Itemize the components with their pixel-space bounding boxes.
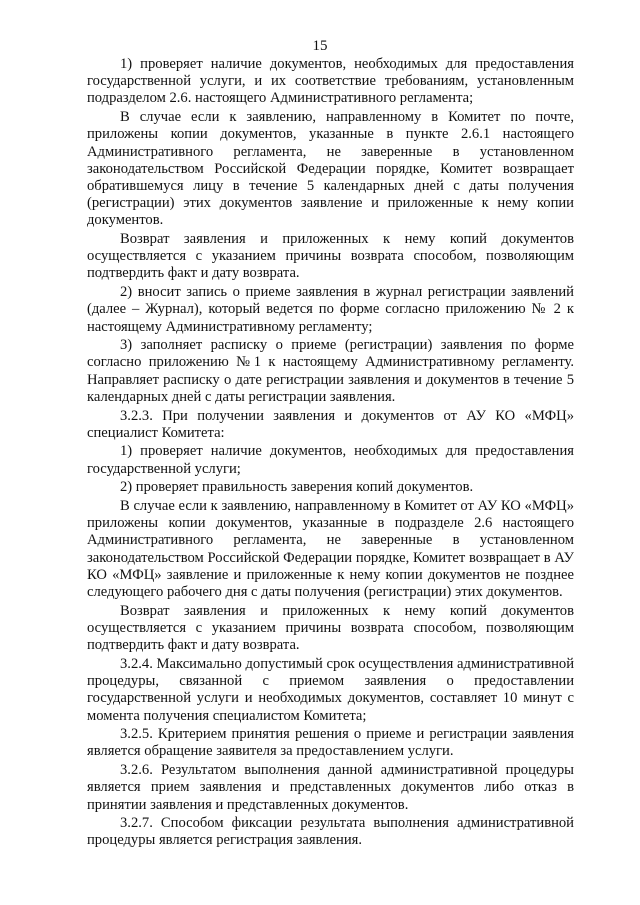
paragraph: В случае если к заявлению, направленному в Комитет по почте, приложены копии документов, указанные в пункте 2.6.1 настоящего Административного регламента, не заверенные в установленном законодательством Российской Федерации порядке, Комитет возвращает обратившемуся лицу в течение 5 календарных дней с даты получения (регистрации) этих документов заявление и приложенные к нему копии документов. <box>87 109 574 229</box>
paragraph: 1) проверяет наличие документов, необходимых для предоставления государственной услуги, и их соответствие требованиям, установленным подразделом 2.6. настоящего Административного регламента; <box>87 56 574 107</box>
paragraph: В случае если к заявлению, направленному в Комитет от АУ КО «МФЦ» приложены копии документов, указанные в подразделе 2.6 настоящего Административного регламента, не заверенные в установленном законодательством Российской Федерации порядке, Комитет возвращает в АУ КО «МФЦ» заявление и приложенные к нему копии документов не позднее следующего рабочего дня с даты получения (регистрации) этих документов. <box>87 498 574 601</box>
paragraph: 3.2.4. Максимально допустимый срок осуществления административной процедуры, связанной с приемом заявления о предоставлении государственной услуги и необходимых документов, составляет 10 минут с момента получения специалистом Комитета; <box>87 655 574 724</box>
paragraph: 3.2.6. Результатом выполнения данной административной процедуры является прием заявления и представленных документов либо отказ в принятии заявления и представленных документов. <box>87 762 574 813</box>
paragraph: 2) вносит запись о приеме заявления в журнал регистрации заявлений (далее – Журнал), который ведется по форме согласно приложению № 2 к настоящему Административному регламенту; <box>87 284 574 335</box>
paragraph: 3.2.7. Способом фиксации результата выполнения административной процедуры является регистрация заявления. <box>87 815 574 849</box>
document-body <box>87 56 574 851</box>
paragraph: 3.2.5. Критерием принятия решения о приеме и регистрации заявления является обращение заявителя за предоставлением услуги. <box>87 726 574 760</box>
paragraph: 2) проверяет правильность заверения копий документов. <box>120 479 474 496</box>
paragraph: 3.2.3. При получении заявления и документов от АУ КО «МФЦ» специалист Комитета: <box>87 407 574 441</box>
paragraph: 1) проверяет наличие документов, необходимых для предоставления государственной услуги; <box>87 443 574 477</box>
paragraph: Возврат заявления и приложенных к нему копий документов осуществляется с указанием причины возврата способом, позволяющим подтвердить факт и дату возврата. <box>87 231 574 282</box>
paragraph: Возврат заявления и приложенных к нему копий документов осуществляется с указанием причины возврата способом, позволяющим подтвердить факт и дату возврата. <box>87 602 574 654</box>
paragraph: 3) заполняет расписку о приеме (регистрации) заявления по форме согласно приложению №1 к настоящему Административному регламенту. Направляет расписку о дате регистрации заявления и документов в течение 5 календарных дней с даты регистрации заявления. <box>87 337 574 405</box>
page-number: 15 <box>312 38 328 54</box>
